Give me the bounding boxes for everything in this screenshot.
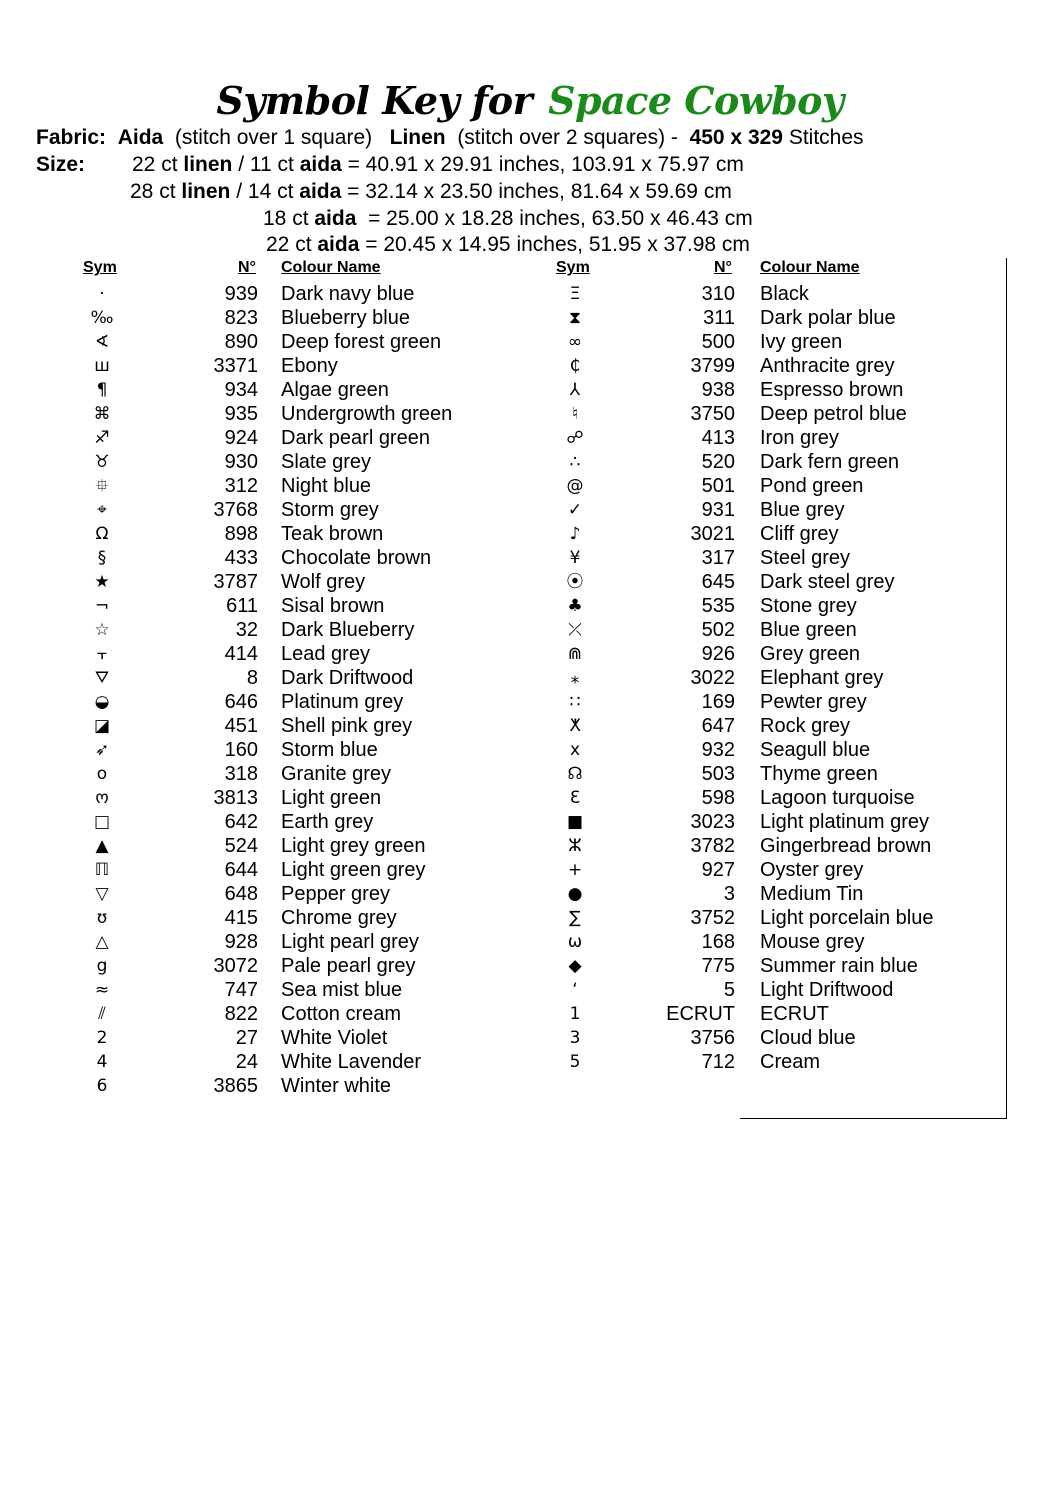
thread-number: 3782 [690,835,735,857]
thread-number: 3 [723,883,735,905]
symbol-glyph: ⦿ [566,572,584,592]
thread-number: 898 [224,523,258,545]
size-label: Size: [36,153,86,176]
thread-number: 3752 [690,907,735,929]
symbol-glyph: ◆ [568,956,582,976]
colour-name: Blue green [760,619,857,641]
colour-name: Thyme green [760,763,878,785]
symbol-glyph: ◪ [93,716,111,736]
symbol-glyph: ш [94,356,110,376]
thread-number: 317 [701,547,735,569]
thread-number: 747 [224,979,258,1001]
colour-name: Deep petrol blue [760,403,907,425]
key-row [0,354,1000,378]
thread-number: 598 [701,787,735,809]
size-line [266,232,750,258]
thread-number: 932 [701,739,735,761]
frame-bottom-line [740,1118,1007,1119]
symbol-glyph: ⤫ [568,620,582,640]
size-mid: / 14 ct [230,180,300,203]
key-row [0,954,1000,978]
colour-name: Medium Tin [760,883,864,905]
thread-number: 24 [235,1051,258,1073]
symbol-glyph: @ [566,476,584,496]
right-key-list [0,282,1000,1074]
key-row [0,618,1000,642]
symbol-glyph: ‰ [90,308,114,328]
size-line [132,152,744,178]
key-row [0,978,1000,1002]
colour-name: Granite grey [281,763,392,785]
thread-number: 535 [701,595,735,617]
symbol-glyph: ▽ [95,884,109,904]
size-b1: aida [317,233,360,256]
symbol-glyph: 5 [569,1052,581,1072]
colour-name: Pepper grey [281,883,390,905]
key-row [0,738,1000,762]
right-header-num: N° [714,259,732,276]
thread-number: 8 [246,667,258,689]
colour-name: Dark Driftwood [281,667,414,689]
colour-name: Cliff grey [760,523,839,545]
symbol-glyph: ⵅ [569,716,581,736]
size-pre: 22 ct [132,153,184,176]
thread-number: 927 [701,859,735,881]
key-row [0,282,1000,306]
symbol-glyph: Ξ [569,284,581,304]
thread-number: 938 [701,379,735,401]
thread-number: 3072 [213,955,258,977]
thread-number: 3371 [213,355,258,377]
symbol-glyph: □ [93,812,111,832]
symbol-glyph: ⵣ [568,836,582,856]
thread-number: 645 [701,571,735,593]
thread-number: 5 [723,979,735,1001]
symbol-glyph: ♉ [94,452,110,472]
key-row [0,570,1000,594]
key-row [0,1050,1000,1074]
size-pre: 28 ct [130,180,182,203]
colour-name: Dark pearl green [281,427,430,449]
colour-name: Light grey green [281,835,426,857]
colour-name: Light green [281,787,382,809]
key-row [0,930,1000,954]
thread-number: 611 [226,595,258,617]
symbol-glyph: Ɛ [569,788,581,808]
symbol-glyph: ⌘ [93,404,111,424]
colour-name: Dark Blueberry [281,619,415,641]
colour-name: Black [760,283,809,305]
colour-name: Iron grey [760,427,839,449]
symbol-glyph: ∢ [94,332,110,352]
symbol-glyph: ¶ [96,380,108,400]
right-header-name: Colour Name [760,259,860,276]
colour-name: Algae green [281,379,389,401]
page-title [0,78,1060,123]
key-row [0,402,1000,426]
symbol-glyph: ♮ [571,404,579,424]
thread-number: 775 [701,955,735,977]
colour-name: Steel grey [760,547,851,569]
symbol-glyph: ‘ [572,980,578,1000]
colour-name: Sea mist blue [281,979,403,1001]
thread-number: 414 [224,643,258,665]
symbol-glyph: Ω [95,524,109,544]
symbol-glyph: ◒ [94,692,110,712]
key-row [0,450,1000,474]
colour-name: Light green grey [281,859,426,881]
thread-number: 3799 [690,355,735,377]
symbol-glyph: ⧗ [569,308,581,328]
thread-number: 3787 [213,571,258,593]
symbol-glyph: ⁎ [570,668,580,688]
colour-name: Pond green [760,475,864,497]
size-post: = 32.14 x 23.50 inches, 81.64 x 59.69 cm [341,180,732,203]
thread-number: 311 [703,307,735,329]
symbol-glyph: ⫟ [96,644,108,664]
colour-name: Wolf grey [281,571,366,593]
symbol-glyph: 3 [569,1028,581,1048]
symbol-glyph: 2 [96,1028,108,1048]
colour-name: Blue grey [760,499,845,521]
symbol-glyph: ⌖ [97,500,107,520]
size-pre: 22 ct [266,233,318,256]
size-b2: aida [299,180,342,203]
key-row [0,546,1000,570]
left-header-num: N° [238,259,256,276]
thread-number: 939 [224,283,258,305]
thread-number: 3756 [690,1027,735,1049]
thread-number: 928 [224,931,258,953]
left-header-name: Colour Name [281,259,381,276]
colour-name: White Violet [281,1027,388,1049]
symbol-glyph: ⛛ [94,668,110,688]
colour-name: Pale pearl grey [281,955,416,977]
symbol-glyph: ო [95,788,109,808]
symbol-glyph: 4 [96,1052,108,1072]
thread-number: 433 [224,547,258,569]
thread-number: 415 [224,907,258,929]
thread-number: 648 [224,883,258,905]
fabric-linen-note: (stitch over 2 squares) - [457,126,678,149]
symbol-glyph: ℿ [94,860,110,880]
colour-name: Night blue [281,475,372,497]
colour-name: Undergrowth green [281,403,453,425]
thread-number: ECRUT [666,1003,735,1025]
colour-name: Cloud blue [760,1027,856,1049]
key-row [0,498,1000,522]
key-row [0,690,1000,714]
size-b1: aida [314,207,357,230]
size-post: = 40.91 x 29.91 inches, 103.91 x 75.97 cm [341,153,744,176]
colour-name: Chocolate brown [281,547,432,569]
colour-name: Sisal brown [281,595,385,617]
key-row [0,786,1000,810]
thread-number: 642 [224,811,258,833]
colour-name: Cotton cream [281,1003,402,1025]
size-post: = 25.00 x 18.28 inches, 63.50 x 46.43 cm [356,207,753,230]
thread-number: 524 [224,835,258,857]
symbol-glyph: ₵ [569,356,581,376]
symbol-glyph: ∴ [569,452,581,472]
symbol-glyph: ● [567,884,583,904]
symbol-glyph: ¥ [569,548,581,568]
colour-name: Shell pink grey [281,715,413,737]
key-row [0,594,1000,618]
thread-number: 451 [224,715,258,737]
colour-name: Elephant grey [760,667,884,689]
thread-number: 520 [701,451,735,473]
colour-name: Dark polar blue [760,307,896,329]
colour-name: Teak brown [281,523,384,545]
title-prefix: Symbol Key for [216,78,533,123]
colour-name: Dark fern green [760,451,899,473]
colour-name: Earth grey [281,811,374,833]
colour-name: Oyster grey [760,859,864,881]
thread-number: 502 [701,619,735,641]
thread-number: 822 [224,1003,258,1025]
thread-number: 924 [224,427,258,449]
symbol-glyph: ⋒ [567,644,583,664]
colour-name: Rock grey [760,715,851,737]
fabric-aida-note: (stitch over 1 square) [174,126,373,149]
symbol-glyph: △ [95,932,109,952]
colour-name: Platinum grey [281,691,404,713]
key-row [0,906,1000,930]
symbol-glyph: o [96,764,108,784]
colour-name: Storm blue [281,739,378,761]
colour-name: Gingerbread brown [760,835,932,857]
right-header-sym: Sym [556,259,590,276]
symbol-glyph: + [567,860,583,880]
symbol-glyph: ∷ [569,692,581,712]
stitches-word: Stitches [788,126,864,149]
symbol-glyph: ⫽ [98,1004,106,1024]
key-row [0,810,1000,834]
colour-name: Anthracite grey [760,355,895,377]
key-row [0,378,1000,402]
fabric-line [36,125,864,151]
symbol-glyph: ☆ [94,620,110,640]
colour-name: Summer rain blue [760,955,918,977]
thread-number: 32 [235,619,258,641]
thread-number: 3813 [213,787,258,809]
symbol-glyph: ★ [94,572,110,592]
colour-name: Stone grey [760,595,857,617]
symbol-glyph: ✓ [567,500,583,520]
symbol-glyph: ☍ [566,428,584,448]
key-row [0,714,1000,738]
symbol-glyph: ∑ [569,908,581,928]
key-row [0,834,1000,858]
thread-number: 160 [224,739,258,761]
frame-vertical-line [1006,258,1007,1118]
thread-number: 935 [224,403,258,425]
pattern-name: Space Cowboy [548,78,844,123]
symbol-glyph: x [569,740,581,760]
thread-number: 3768 [213,499,258,521]
colour-name: Light pearl grey [281,931,419,953]
colour-name: Light platinum grey [760,811,929,833]
colour-name: Ebony [281,355,338,377]
symbol-glyph: 6 [96,1076,108,1096]
thread-number: 3022 [690,667,735,689]
thread-number: 503 [701,763,735,785]
symbol-glyph: ω [567,932,583,952]
thread-number: 3750 [690,403,735,425]
key-row [0,1074,500,1098]
symbol-glyph: ➶ [94,740,110,760]
symbol-glyph: ≈ [94,980,110,1000]
colour-name: Deep forest green [281,331,442,353]
symbol-glyph: ʊ [96,908,108,928]
key-row [0,1002,1000,1026]
colour-name: Seagull blue [760,739,871,761]
thread-number: 168 [701,931,735,953]
thread-number: 3865 [213,1075,258,1097]
key-row [0,522,1000,546]
thread-number: 310 [701,283,735,305]
stitch-dimensions: 450 x 329 [689,126,783,149]
symbol-glyph: ¬ [94,596,110,616]
size-b2: aida [299,153,342,176]
colour-name: Mouse grey [760,931,865,953]
thread-number: 823 [224,307,258,329]
size-mid: / 11 ct [232,153,300,176]
colour-name: Storm grey [281,499,379,521]
key-row [0,882,1000,906]
key-row [0,306,1000,330]
size-b1: linen [183,153,233,176]
key-row [0,858,1000,882]
thread-number: 501 [701,475,735,497]
symbol-glyph: ☊ [567,764,583,784]
size-pre: 18 ct [263,207,315,230]
fabric-label: Fabric: [36,126,107,149]
colour-name: Winter white [281,1075,392,1097]
key-row [0,1026,1000,1050]
colour-name: Slate grey [281,451,372,473]
thread-number: 930 [224,451,258,473]
symbol-glyph: ♐ [94,428,110,448]
thread-number: 644 [224,859,258,881]
thread-number: 312 [224,475,258,497]
fabric-linen: Linen [389,126,446,149]
symbol-glyph: ∞ [567,332,583,352]
size-line [130,179,732,205]
symbol-glyph: ♣ [567,596,583,616]
colour-name: Chrome grey [281,907,397,929]
key-row [0,642,1000,666]
colour-name: White Lavender [281,1051,422,1073]
colour-name: Dark steel grey [760,571,895,593]
thread-number: 169 [701,691,735,713]
colour-name: Blueberry blue [281,307,410,329]
thread-number: 647 [701,715,735,737]
key-row [0,330,1000,354]
symbol-glyph: ▲ [95,836,109,856]
size-line [263,206,753,232]
symbol-glyph: · [99,284,105,304]
size-b1: linen [181,180,231,203]
symbol-glyph: ■ [566,812,584,832]
colour-name: Lagoon turquoise [760,787,915,809]
thread-number: 413 [701,427,735,449]
thread-number: 3021 [690,523,735,545]
symbol-glyph: ⯐ [95,476,109,496]
colour-name: Espresso brown [760,379,904,401]
thread-number: 318 [224,763,258,785]
thread-number: 27 [235,1027,258,1049]
symbol-glyph: § [97,548,107,568]
colour-name: Cream [760,1051,821,1073]
thread-number: 934 [224,379,258,401]
thread-number: 712 [701,1051,735,1073]
size-post: = 20.45 x 14.95 inches, 51.95 x 37.98 cm [359,233,750,256]
symbol-glyph: 1 [569,1004,581,1024]
colour-name: Dark navy blue [281,283,415,305]
colour-name: Pewter grey [760,691,867,713]
colour-name: Ivy green [760,331,843,353]
colour-name: Lead grey [281,643,370,665]
key-row [0,426,1000,450]
colour-name: Light porcelain blue [760,907,934,929]
colour-name: ECRUT [760,1003,829,1025]
thread-number: 500 [701,331,735,353]
thread-number: 890 [224,331,258,353]
thread-number: 646 [224,691,258,713]
key-row [0,474,1000,498]
key-row [0,762,1000,786]
symbol-glyph: ⅄ [569,380,581,400]
thread-number: 931 [701,499,735,521]
symbol-glyph: g [96,956,108,976]
thread-number: 3023 [690,811,735,833]
left-header-sym: Sym [83,259,117,276]
fabric-aida: Aida [117,126,164,149]
key-row [0,666,1000,690]
symbol-glyph: ♪ [569,524,581,544]
colour-name: Grey green [760,643,861,665]
thread-number: 926 [701,643,735,665]
colour-name: Light Driftwood [760,979,894,1001]
